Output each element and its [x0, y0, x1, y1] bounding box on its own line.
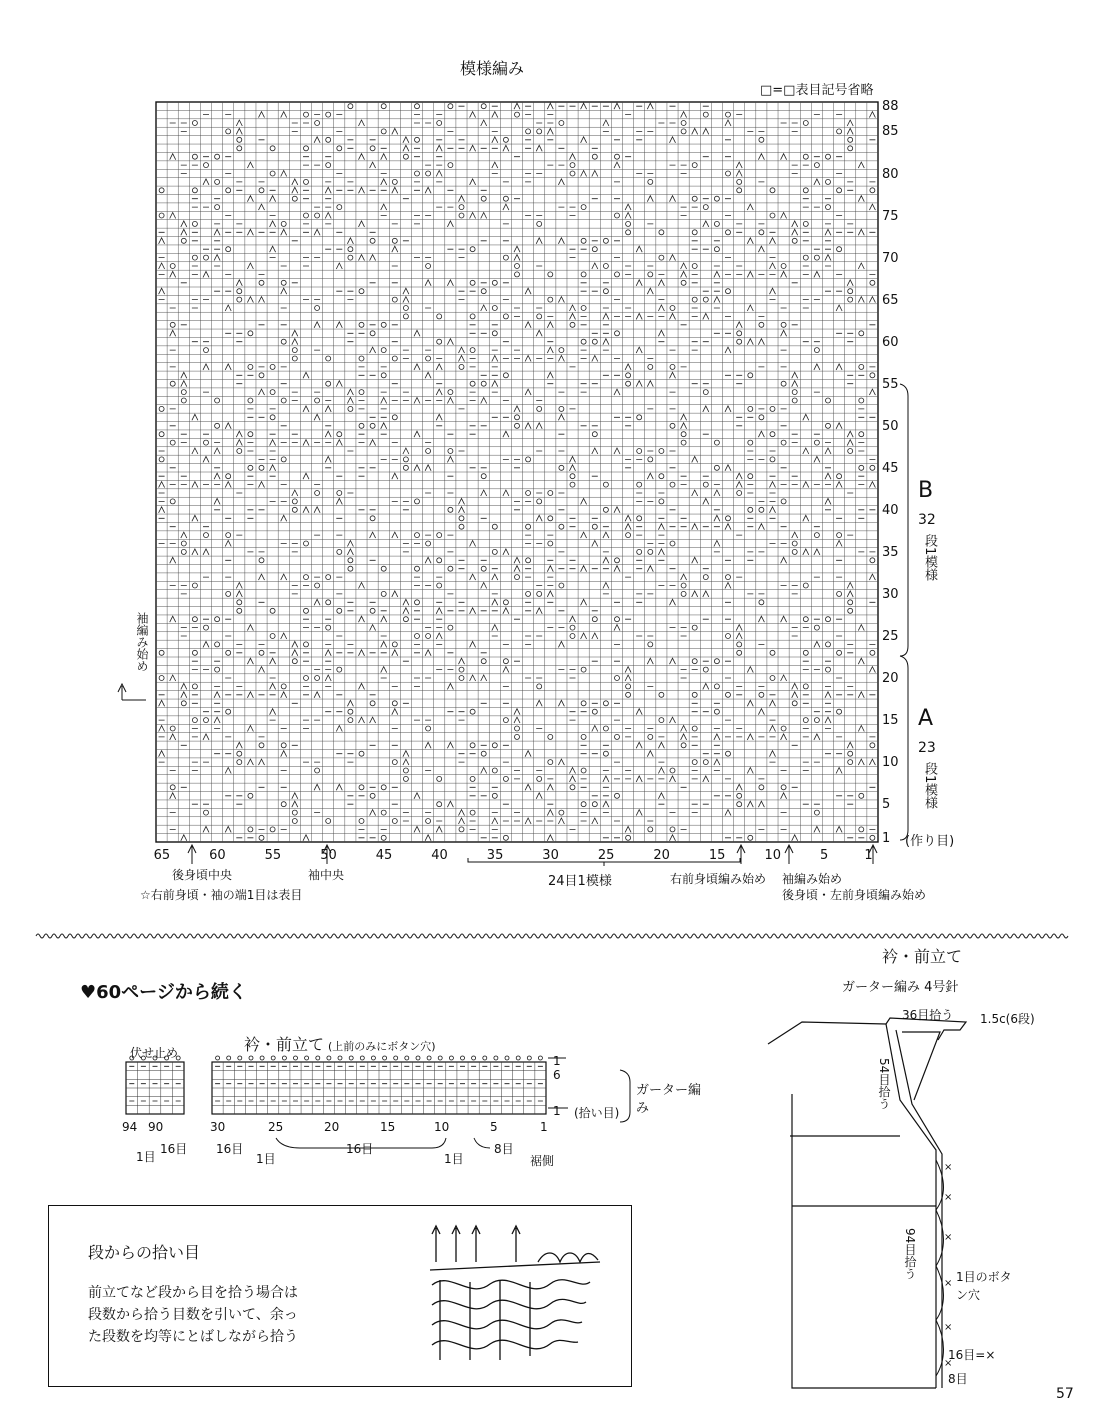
collar-column-label: 90	[148, 1120, 164, 1134]
schematic-title: 衿・前立て	[882, 947, 963, 966]
row-label: 50	[882, 418, 899, 434]
collar-column-label: 5	[490, 1120, 498, 1134]
svg-text:×: ×	[944, 1358, 953, 1369]
row-label: 70	[882, 250, 899, 266]
row-label: 40	[882, 502, 899, 518]
section-a-count: 23	[918, 740, 936, 756]
schematic-spec: ガーター編み 4号針	[842, 980, 959, 995]
column-label: 55	[264, 848, 282, 863]
width-label: 1.5c(6段)	[980, 1012, 1035, 1026]
svg-text:×: ×	[944, 1322, 953, 1333]
row-label: 10	[882, 755, 899, 771]
section-b-letter: B	[918, 478, 934, 503]
sleeve-center-label: 袖中央	[308, 868, 345, 882]
spacing-label: 16目=×	[948, 1348, 996, 1362]
column-label: 45	[375, 848, 393, 863]
section-a-unit: 段1模様	[922, 762, 937, 810]
row-label: 20	[882, 671, 899, 686]
svg-text:×: ×	[944, 1192, 953, 1203]
collar-column-label: 20	[324, 1120, 340, 1134]
column-label: 15	[708, 848, 726, 863]
row-label: 65	[882, 292, 899, 308]
continue-note: ♥60ページから続く	[80, 982, 247, 1003]
row-label: 80	[882, 166, 899, 182]
row-label: 35	[882, 544, 899, 560]
column-label: 1	[864, 848, 873, 863]
svg-text:×: ×	[944, 1232, 953, 1243]
row-label: 5	[882, 797, 891, 813]
collar-bracket-label: 1目	[136, 1150, 156, 1164]
collar-row-six: 6	[553, 1068, 561, 1082]
garter-stitch-label: ガーター編み	[636, 1083, 702, 1116]
row-label: 15	[882, 713, 899, 729]
collar-column-label: 15	[380, 1120, 396, 1134]
pickup-row-note: (拾い目)	[574, 1106, 620, 1120]
top-pickup-label: 36目拾う	[902, 1008, 954, 1022]
right-front-start: 右前身頃編み始め	[670, 872, 767, 886]
row-label: 55	[882, 376, 899, 392]
row-label: 75	[882, 208, 899, 224]
page-number: 57	[1056, 1386, 1074, 1402]
row-label: 1	[882, 830, 891, 846]
row-label: 60	[882, 334, 899, 350]
column-label: 40	[431, 848, 448, 863]
pickup-line-3: た段数を均等にとばしながら拾う	[88, 1329, 298, 1345]
section-b-count: 32	[918, 512, 936, 528]
pickup-box-title: 段からの拾い目	[88, 1243, 201, 1262]
column-label: 50	[320, 848, 337, 863]
collar-bracket-label: 1目	[256, 1152, 276, 1166]
collar-row-top: 1	[553, 1054, 561, 1068]
collar-bracket-label: 1目	[444, 1152, 464, 1166]
hem-side-label: 裾側	[530, 1154, 555, 1168]
chart-title: 模様編み	[460, 59, 525, 78]
section-b-unit: 段1模様	[922, 534, 937, 582]
cast-on-label: (作り目)	[905, 834, 955, 849]
bind-off-label: 伏せ止め	[130, 1046, 179, 1060]
collar-column-label: 94	[122, 1120, 138, 1134]
collar-bracket-label: 8目	[494, 1142, 514, 1156]
symbol-note: □=□表目記号省略	[760, 83, 874, 98]
svg-text:×: ×	[944, 1278, 953, 1289]
front-pickup-label: 94目拾う	[903, 1228, 917, 1280]
column-label: 35	[486, 848, 504, 863]
collar-column-label: 25	[268, 1120, 284, 1134]
collar-column-label: 1	[540, 1120, 548, 1134]
repeat-label: 24目1模様	[548, 874, 612, 889]
pickup-line-1: 前立てなど段から目を拾う場合は	[88, 1285, 298, 1301]
collar-column-label: 10	[434, 1120, 450, 1134]
column-label: 5	[820, 848, 829, 863]
row-label: 25	[882, 629, 899, 644]
row-label: 30	[882, 586, 899, 602]
svg-text:×: ×	[944, 1162, 953, 1173]
section-a-letter: A	[918, 706, 934, 731]
collar-column-label: 30	[210, 1120, 226, 1134]
back-center-label: 後身頃中央	[172, 868, 233, 882]
row-label: 85	[882, 124, 899, 140]
column-label: 30	[542, 848, 559, 863]
column-label: 60	[209, 848, 226, 863]
column-label: 20	[653, 848, 670, 863]
bottom-label: 8目	[948, 1372, 968, 1386]
buttonhole-label: 1目のボタン穴	[956, 1270, 1012, 1302]
row-label: 45	[882, 460, 899, 476]
column-label: 65	[153, 848, 171, 863]
column-label: 25	[597, 848, 615, 863]
collar-chart-title: 衿・前立て	[244, 1035, 325, 1054]
pickup-line-2: 段数から拾う目数を引いて、余っ	[88, 1307, 298, 1323]
collar-bracket-label: 16目	[216, 1142, 244, 1156]
collar-row-bottom: 1	[553, 1104, 561, 1118]
collar-bracket-label: 16目	[160, 1142, 188, 1156]
column-label: 10	[764, 848, 782, 863]
sleeve-start-side-label: 袖編み始め	[135, 612, 149, 672]
back-left-front-start: 後身頃・左前身頃編み始め	[782, 888, 927, 902]
side-pickup-label: 54目拾う	[877, 1058, 891, 1110]
edge-note: ☆右前身頃・袖の端1目は表目	[140, 888, 303, 902]
collar-bracket-label: 16目	[346, 1142, 374, 1156]
row-label: 88	[882, 99, 899, 115]
sleeve-start-bottom: 袖編み始め	[782, 872, 843, 886]
collar-chart-subtitle: (上前のみにボタン穴)	[328, 1040, 436, 1053]
